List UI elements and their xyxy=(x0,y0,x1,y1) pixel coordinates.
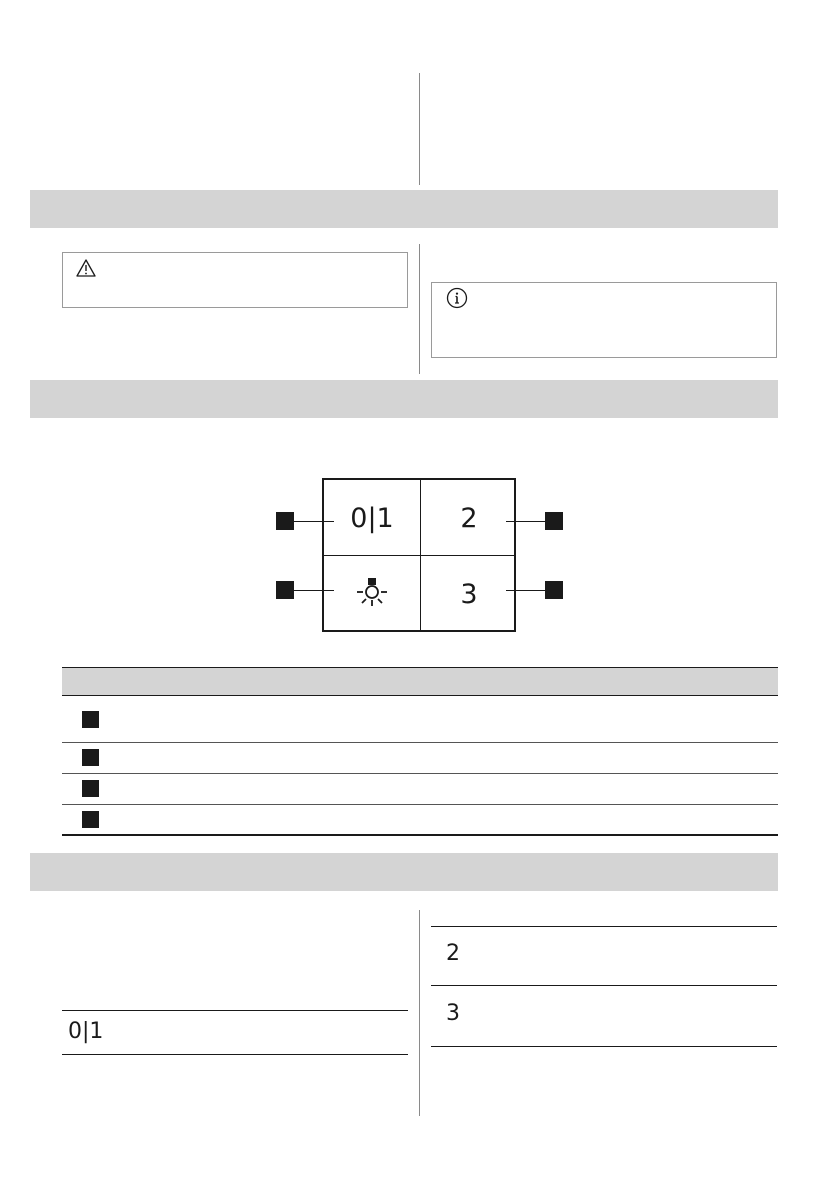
table-top-rule-right xyxy=(431,926,777,927)
table-bottom-rule-left xyxy=(62,1054,408,1055)
leader-line-speed-2 xyxy=(506,521,545,522)
on-off-symbol-table: 0|1 xyxy=(68,1019,104,1044)
column-divider-middle xyxy=(419,244,420,374)
callout-marker-speed-3 xyxy=(545,581,563,599)
table-top-rule-left xyxy=(62,1010,408,1011)
table-row-divider xyxy=(62,742,778,743)
legend-marker-3 xyxy=(82,780,99,797)
legend-marker-2 xyxy=(82,749,99,766)
section-header-band-1 xyxy=(30,190,778,228)
callout-marker-light xyxy=(276,581,294,599)
table-row-divider xyxy=(62,773,778,774)
speed-3-symbol: 3 xyxy=(460,578,478,610)
warning-box xyxy=(62,252,408,308)
on-off-button[interactable] xyxy=(324,480,420,556)
control-panel xyxy=(322,478,516,632)
leader-line-on-off xyxy=(294,521,334,522)
info-box xyxy=(431,282,777,358)
speed-2-symbol-table: 2 xyxy=(446,941,460,966)
callout-marker-speed-2 xyxy=(545,512,563,530)
speed-2-symbol: 2 xyxy=(460,502,478,534)
speed-3-button[interactable] xyxy=(421,556,517,632)
speed-3-symbol-table: 3 xyxy=(446,1001,460,1026)
speed-2-button[interactable] xyxy=(421,480,517,556)
info-circle-icon xyxy=(446,287,468,309)
light-bulb-icon xyxy=(354,576,390,612)
table-bottom-rule-right xyxy=(431,1046,777,1047)
warning-triangle-icon xyxy=(76,259,96,277)
column-divider-bottom xyxy=(419,910,420,1116)
leader-line-speed-3 xyxy=(506,590,545,591)
legend-table-header xyxy=(62,667,778,696)
table-row-divider xyxy=(62,804,778,805)
section-header-band-2 xyxy=(30,380,778,418)
leader-line-light xyxy=(294,590,334,591)
callout-marker-on-off xyxy=(276,512,294,530)
on-off-symbol: 0|1 xyxy=(350,502,394,534)
section-header-band-3 xyxy=(30,853,778,891)
light-button[interactable] xyxy=(324,556,420,632)
legend-marker-1 xyxy=(82,711,99,728)
legend-marker-4 xyxy=(82,811,99,828)
table-bottom-border xyxy=(62,834,778,836)
table-row-rule-right xyxy=(431,985,777,986)
column-divider-top xyxy=(419,73,420,185)
